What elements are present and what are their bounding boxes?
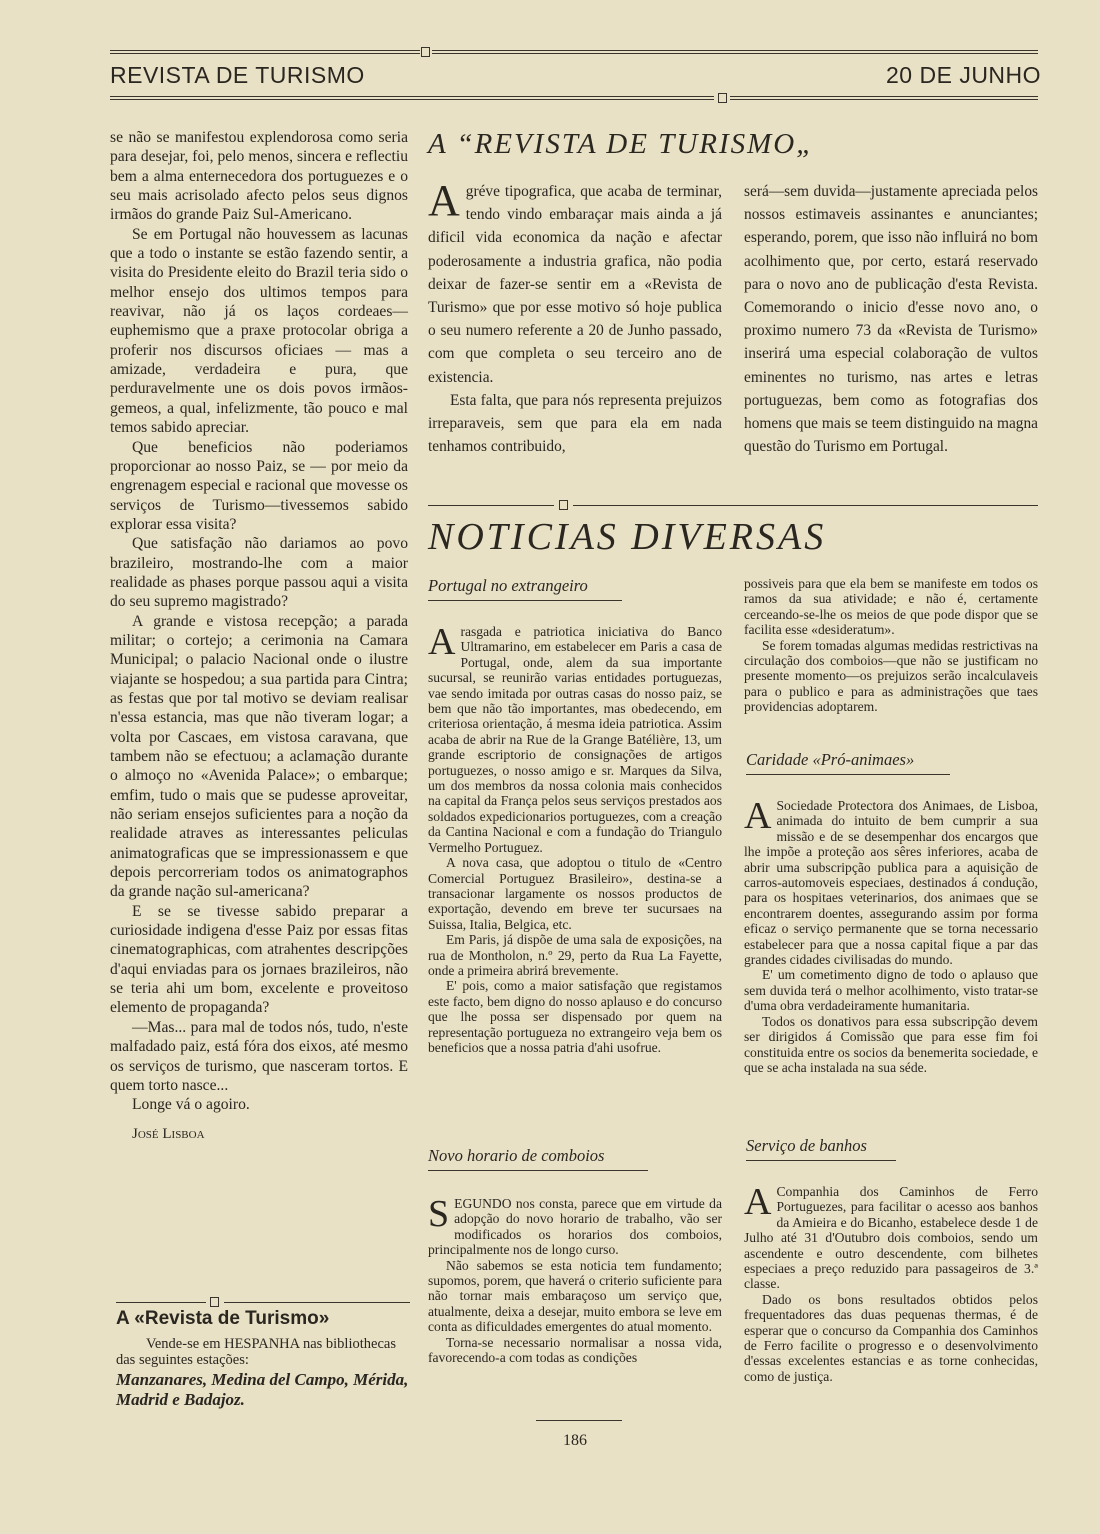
subsection-heading: Novo horario de comboios — [428, 1146, 605, 1165]
ornament-square — [210, 1297, 219, 1307]
paragraph: Se em Portugal não houvessem as lacunas que a todo o instante se estão fazendo sentir, a visita do Presidente eleito do Brazil teria sido o melhor ensejo dos ultimos tempos para reavivar, não já os laços cordeaes— euphemismo que a praxe protocolar obriga a proferir nos discursos oficiaes — mas a amizade, verdadeira e pura, que perduravelmente une os dois povos irmãos-gemeos, a qual, infelizmente, tão pouco e mal temos sabido apreciar. — [110, 225, 408, 437]
box-text: Vende-se em HESPANHA nas bibliothecas das seguintes estações: — [116, 1336, 396, 1368]
article-caridade — [744, 795, 1038, 1075]
article-servico-banhos — [744, 1181, 1038, 1384]
subsection-heading: Caridade «Pró-animaes» — [746, 750, 915, 769]
section-title: NOTICIAS DIVERSAS — [428, 516, 827, 558]
paragraph: EGUNDO nos consta, parece que em virtude da adopção do novo horario de trabalho, vão ser modificados os horarios dos comboios, principalmente nos de longo curso. — [428, 1196, 722, 1258]
paragraph: Que satisfação não dariamos ao povo brazileiro, mostrando-lhe com a maior realidade as phases porque passou aqui a visita do seu supremo magistrado? — [110, 535, 408, 611]
separator-line — [573, 505, 1038, 506]
article-column-1 — [428, 176, 722, 458]
author-signature: José Lisboa — [132, 1125, 205, 1142]
issue-date: 20 DE JUNHO — [886, 62, 1042, 88]
ornament-square — [718, 93, 727, 103]
header-rule-top-left — [110, 50, 420, 54]
paragraph: E' pois, como a maior satisfação que registamos este facto, bem digno do nosso aplauso e do concurso que lhe possa ser dispensado por quem na representação portugueza no extrangeiro veja bem os beneficios que a nossa patria d'ahi usofrue. — [428, 978, 722, 1055]
paragraph: Que beneficios não poderiamos proporcionar ao nosso Paiz, se — por meio da engrenagem especial e racional que movesse os serviços de Turismo—tivessemos sabido explorar essa visita? — [110, 438, 408, 533]
paragraph: Em Paris, já dispõe de uma sala de exposições, na rua de Montholon, n.º 29, perto da Rua La Fayette, onde a primeira abrirá brevemente. — [428, 932, 722, 978]
subsection-heading: Serviço de banhos — [746, 1136, 867, 1155]
footer-line — [536, 1420, 622, 1421]
paragraph: Todos os donativos para essa subscripção devem ser dirigidos á Comissão que para esse fim foi constituida entre os socios da benemerita sociedade, e que se acha instalada na sua séde. — [744, 1013, 1038, 1075]
paragraph: —Mas... para mal de todos nós, tudo, n'este malfadado paiz, está fóra dos eixos, até mesmo os serviços de turismo, que nasceram tortos. E quem torto nasce... — [110, 1018, 408, 1094]
header-rule-bottom-left — [110, 96, 714, 100]
drop-cap: A — [428, 176, 460, 225]
article-portugal-extrangeiro — [428, 621, 722, 1055]
box-title: A «Revista de Turismo» — [116, 1308, 330, 1329]
running-title: REVISTA DE TURISMO — [110, 62, 365, 88]
paragraph: será—sem duvida—justamente apreciada pelos nossos estimaveis assinantes e anunciantes; esperando, porem, que isso não influirá no bom acolhimento que, por certo, estará reservado para o novo ano de publicação d'esta Revista. Comemorando o inicio d'esse novo ano, o proximo numero 73 da «Revista de Turismo» inserirá uma especial colaboração de vultos eminentes no turismo, nas artes e letras portuguezas, bem como as fotografias dos homens que mais se teem distinguido na magna questão do Turismo em Portugal. — [744, 183, 1038, 456]
paragraph: A grande e vistosa recepção; a parada militar; o cortejo; a cerimonia na Camara Municipal; o palacio Nacional onde o ilustre viajante se hospedou; a sua partida para Cintra; as festas que por tal motivo se deviam realisar n'essa estancia, mas que não tiveram logar; a volta por Cascaes, em vistosa caravana, que tambem não se efectuou; a aclamação durante o almoço no «Avenida Palace»; o embarque; emfim, tudo o mais que se pudesse aproveitar, não seriam ensejos suficientes para a noção da realidade atraves as interessantes peliculas animatograficas que se impressionassem e que depois percorreriam todos os animatographos da grande nação sul-americana? — [110, 612, 408, 901]
paragraph: Companhia dos Caminhos de Ferro Portuguezes, para facilitar o acesso aos banhos da Amieira e do Bicanho, estabelece desde 1 de Julho até 31 d'Outubro dois comboios, sendo um ascendente e outro descendente, com bilhetes especiaes a preço reduzido para passageiros de 3.ª classe. — [744, 1184, 1038, 1292]
paragraph: Longe vá o agoiro. — [132, 1096, 250, 1114]
heading-underline — [428, 600, 622, 601]
page-number: 186 — [563, 1432, 587, 1449]
paragraph: possiveis para que ela bem se manifeste em todos os ramos da sua atividade; e não é, certamente cerceando-se-lhe os meios de que pode dispor que se facilita esse «desideratum». — [744, 576, 1038, 638]
paragraph: Esta falta, que para nós representa prejuizos irreparaveis, sem que para ela em nada tenhamos contribuido, — [428, 391, 722, 456]
header-rule-top-right — [432, 50, 1038, 54]
ornament-square — [421, 47, 430, 57]
header-rule-bottom-right — [730, 96, 1038, 100]
separator-line — [224, 1302, 410, 1303]
drop-cap: A — [428, 621, 456, 663]
heading-underline — [746, 1160, 896, 1161]
separator-line — [116, 1302, 206, 1303]
paragraph: E' um cometimento digno de todo o aplauso que sem duvida terá o melhor acolhimento, visto tratar-se d'uma obra verdadeiramente humanitaria. — [744, 967, 1038, 1014]
article-title: A “REVISTA DE TURISMO„ — [428, 128, 815, 160]
paragraph: Dado os bons resultados obtidos pelos frequentadores das duas pequenas thermas, é de esperar que o concurso da Companhia dos Caminhos de Ferro facilite o progresso e o desenvolvimento d'essas excelentes estancias e as torne conhecidas, como de justiça. — [744, 1291, 1038, 1384]
subsection-heading: Portugal no extrangeiro — [428, 576, 588, 595]
paragraph: Não sabemos se esta noticia tem fundamento; supomos, porem, que haverá o criterio suficiente para não tornar mais embaraçoso um serviço que, atualmente, deixa a desejar, muito embora se leve em conta as dificuldades emergentes do atual momento. — [428, 1257, 722, 1335]
paragraph: Se forem tomadas algumas medidas restrictivas na circulação dos comboios—que não se justificam no presente momento—os prejuizos serão incalculaveis para o publico e para as administrações que taes providencias adoptarem. — [744, 637, 1038, 715]
drop-cap: A — [744, 795, 772, 837]
paragraph: Torna-se necessario normalisar a nossa vida, favorecendo-a com todas as condições — [428, 1334, 722, 1366]
drop-cap: A — [744, 1181, 772, 1223]
drop-cap: S — [428, 1193, 450, 1235]
paragraph: E se se tivesse sabido preparar a curiosidade indigena d'esse Paiz por essas fitas cinematographicas, com atrahentes descripções d'aqui enviadas para os jornaes brazileiros, não se teria ahi um bom, excelente e proveitoso elemento de propaganda? — [110, 902, 408, 1017]
heading-underline — [428, 1170, 648, 1171]
paragraph: se não se manifestou explendorosa como seria para desejar, foi, pelo menos, sincera e reflectiu bem a alma enternecedora dos portuguezes e o seu mais acrisolado afecto pelos seus dignos irmãos do grande Paiz Sul-Americano. — [110, 129, 408, 224]
ornament-square — [559, 500, 568, 510]
paragraph: rasgada e patriotica iniciativa do Banco Ultramarino, em estabelecer em Paris a casa de Portugal, onde, alem da sua importante sucursal, se reunirão varias entidades portuguezas, vae sendo imitada por outras casas do nosso paiz, se bem que não tão importantes, mas obedecendo, em criteriosa orientação, á mesma ideia patriotica. Assim acaba de abrir na Rue de la Grange Batélière, 13, um grande escriptorio de consignações de artigos portuguezes, o nosso amigo e sr. Marques da Silva, um dos membros da nossa colonia mais conhecidos na capital da França pelos seus serviços prestados aos soldados expedicionarios portuguezes, com a creação da Cantina Nacional e com a fundação do Triangulo Vermelho Portuguez. — [428, 624, 722, 855]
article-continuation — [744, 576, 1038, 715]
article-novo-horario — [428, 1193, 722, 1366]
paragraph: A nova casa, que adoptou o titulo de «Centro Comercial Portuguez Brasileiro», destina-se a transacionar largamente os nossos productos de exportação, devendo em breve ter sucursaes na Suissa, Italia, Belgica, etc. — [428, 855, 722, 932]
article-column-2 — [744, 180, 1038, 458]
paragraph: gréve tipografica, que acaba de terminar, tendo vindo embaraçar mais ainda a já dificil vida economica da nação e afectar poderosamente a industria grafica, não podia deixar de fazer-se sentir em a «Revista de Turismo» que por esse motivo só hoje publica o seu numero referente a 20 de Junho passado, com que completa o seu terceiro ano de existencia. — [428, 183, 722, 386]
heading-underline — [746, 774, 950, 775]
paragraph: Sociedade Protectora dos Animaes, de Lisboa, animada do intuito de bem cumprir a sua missão e de se desempenhar dos encargos que lhe impõe a proteção aos sêres inferiores, acaba de abrir uma subscripção publica para a aquisição de carros-automoveis especiaes, destinados á condução, para os hospitaes veterinarios, dos animaes que se encontrarem doentes, assegurando assim por forma eficaz o serviço permanente que se torna necessario estabelecer para que a nossa capital fique a par das grandes cidades civilisadas do mundo. — [744, 798, 1038, 968]
separator-line — [428, 505, 554, 506]
box-cities: Manzanares, Medina del Campo, Mérida, Madrid e Badajoz. — [116, 1370, 409, 1409]
left-column-article — [110, 128, 408, 1144]
